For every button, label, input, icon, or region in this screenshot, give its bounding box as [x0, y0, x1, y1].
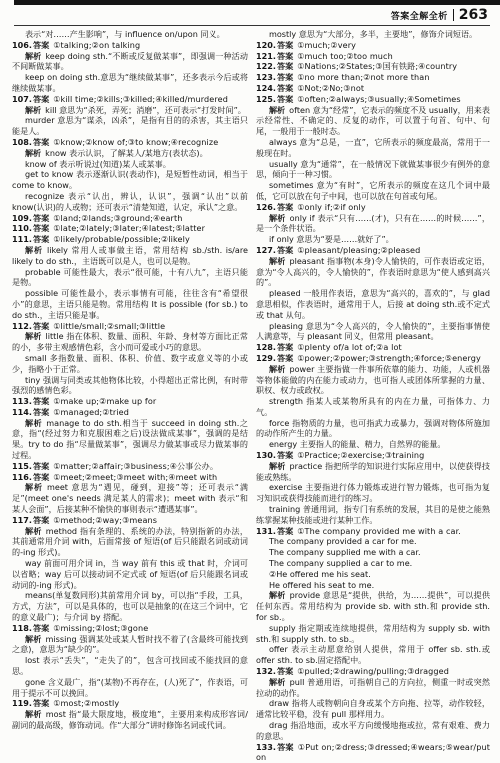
note-line: [256, 439, 490, 450]
explanation-line: [256, 213, 490, 235]
entry-text: manage to do sth.相当于 succeed in doing sth.之意，指“(经过努力和克服困难之后)设法做成某事”，强调的是结果。try to do 指“尽量做某事”，强调尽力做某事或尽力做某事的过程。: [12, 417, 248, 461]
entry-text: ①pleasant/pleasing;②pleased: [297, 244, 421, 255]
entry-text: ①kill time;②kills;③killed;④killed/murdered: [53, 93, 228, 104]
note-line: [256, 644, 490, 666]
note-line: [12, 191, 248, 213]
entry-text: if only 意思为“要是……就好了”。: [268, 234, 394, 245]
question-number: 125.: [256, 93, 276, 104]
note-line: [256, 536, 490, 547]
entry-text: practice 指把所学的知识进行实际应用中，以使获得技能或熟练。: [256, 460, 490, 482]
entry-text: ②He offered me his seat.: [268, 568, 371, 579]
entry-text: The company supplied a car to me.: [268, 558, 413, 569]
answer-label: 答案: [32, 93, 50, 104]
entry-text: small 多指数量、面积、体积、价值、数字或意义等的小或少，指略小于正常。: [12, 352, 248, 374]
answer-line: [256, 83, 490, 94]
question-number: 121.: [256, 50, 276, 61]
explanation-line: [12, 105, 248, 116]
entry-text: pull 普通用语，可指朝自己的方向拉，侧重一时或突然拉动的动作。: [256, 676, 490, 698]
answer-label: 答案: [32, 320, 50, 331]
answer-label: 答案: [276, 61, 294, 72]
note-line: [256, 547, 490, 558]
note-line: [256, 720, 490, 742]
entry-text: method 指有条理的、系统的办法，特别指新的办法，其前通常用介词 with，后面常接 of 短语(of 后只能跟名词或动词的-ing 形式)。: [12, 525, 248, 558]
answer-label: 答案: [276, 666, 294, 677]
explanation-line: [12, 526, 248, 558]
answer-label: 答案: [32, 698, 50, 709]
entry-text: ①missing;②lost;③gone: [53, 622, 149, 633]
question-number: 113.: [12, 396, 32, 407]
note-line: [12, 115, 248, 137]
entry-text: get to know 表示逐渐认识(表动作)，是短暂性动词，相当于 come to know。: [12, 169, 248, 191]
question-number: 106.: [12, 39, 32, 50]
answer-label: 答案: [276, 72, 294, 83]
explanation-label: 解析: [268, 676, 286, 687]
entry-text: recognize 表示“认出，辨认，认识”，强调“认出”以前 know(认识)的人或物；还可表示“清楚知道，认定，承认”之意。: [12, 190, 248, 212]
entry-text: lost 表示“丢失”，“走失了的”，包含可找回或不能找回的意思。: [12, 655, 248, 677]
explanation-line: [12, 482, 248, 514]
entry-text: little 指在体积、数量、面积、年龄、身材等方面比正常的小，多带主观感情色彩，含小而可爱或小巧的意思。: [12, 331, 248, 353]
answer-line: [256, 72, 490, 83]
question-number: 132.: [256, 666, 276, 677]
answer-label: 答案: [32, 406, 50, 417]
answer-label: 答案: [32, 234, 50, 245]
question-number: 123.: [256, 72, 276, 83]
entry-text: training 普通用词，指专门有系统的发展，其目的是使之能熟练掌握某种技能或进行某种工作。: [256, 504, 490, 525]
entry-text: most 指“最大限度地，极度地”，主要用来构成形容词/副词的最高级，修饰动词。作“大部分”讲时修饰名词或代词。: [12, 709, 248, 730]
entry-text: The company supplied me with a car.: [268, 547, 421, 558]
answer-label: 答案: [32, 514, 50, 525]
entry-text: often 意为“经常”，它表示的频度不及 usually，用来表示经常性、不确定的、反复的动作，可以置于句首、句中、句尾，一般用于一般时态。: [256, 104, 490, 137]
note-line: [256, 569, 490, 580]
entry-text: always 意为“总是，一直”，它所表示的频度最高，常用于一般现在时。: [256, 136, 490, 158]
question-number: 124.: [256, 82, 276, 93]
explanation-label: 解析: [268, 590, 286, 601]
answer-line: [256, 742, 490, 763]
entry-text: ①meet;②meet;③meet with;④meet with: [53, 471, 218, 482]
entry-text: probable 可能性最大，表示“很可能，十有八九”，主语只能是物。: [12, 266, 248, 288]
answer-line: [256, 342, 490, 353]
entry-text: only if 表示“只有……(才)，只有在……的时候……”，是一个条件状语。: [256, 212, 490, 234]
note-line: [12, 267, 248, 289]
entry-text: ①much too;②too much: [297, 50, 393, 61]
question-number: 118.: [12, 622, 32, 633]
answer-line: [12, 94, 248, 105]
answer-line: [12, 213, 248, 224]
entry-text: ①make up;②make up for: [53, 396, 157, 407]
explanation-line: [12, 245, 248, 267]
answer-label: 答案: [276, 201, 294, 212]
header-bar: [14, 0, 500, 5]
right-column: [256, 29, 490, 763]
page-header: [391, 7, 488, 23]
explanation-line: [256, 590, 490, 622]
answer-line: [12, 234, 248, 245]
entry-text: kill 意思为“杀死，弄死；消磨”，还可表示“打发时间”。: [45, 104, 246, 115]
question-number: 122.: [256, 61, 276, 72]
entry-text: gone 含义最广，指“(某物)不再存在，(人)死了”，作表语，可用于提示不可以挽回。: [12, 676, 248, 698]
question-number: 127.: [256, 244, 276, 255]
header-divider: [453, 9, 454, 21]
entry-text: ①Put on;②dress;③dressed;④wears;⑤wear/put on: [256, 741, 490, 763]
entry-text: ①Not;②No;③not: [297, 82, 365, 93]
question-number: 133.: [256, 741, 276, 752]
explanation-label: 解析: [24, 331, 42, 342]
entry-text: ①often;②always;③usually;④Sometimes: [297, 93, 461, 104]
note-line: [256, 504, 490, 526]
answer-line: [12, 698, 248, 709]
answer-label: 答案: [276, 342, 294, 353]
answer-label: 答案: [32, 136, 50, 147]
answer-line: [256, 202, 490, 213]
answer-line: [12, 515, 248, 526]
entry-text: ①method;②way;③means: [53, 514, 158, 525]
entry-text: possible 可能性最小，表示事情有可能，往往含有“希望很小”的意思，主语只能是物。常用结构 It is possible (for sb.) to do sth.，主语只能是事。: [12, 288, 248, 320]
explanation-line: [256, 677, 490, 699]
entry-text: missing 强调某处或某人暂时找不着了(含最终可能找到之意)，意思为“缺少的”。: [12, 633, 248, 655]
explanation-line: [256, 364, 490, 396]
question-number: 129.: [256, 352, 276, 363]
entry-text: ①pulled;②drawing/pulling;③dragged: [297, 666, 449, 677]
answer-label: 答案: [32, 223, 50, 234]
entry-text: pleasing 意思为“令人高兴的，令人愉快的”，主要指事情使人满意等，与 pleasant 同义，但常用 pleasant。: [256, 320, 490, 342]
question-number: 112.: [12, 320, 32, 331]
note-line: [256, 321, 490, 343]
note-line: [12, 72, 248, 94]
entry-text: know 表示认识，了解某人/某地方(表状态)。: [45, 147, 208, 158]
entry-text: provide 意思是“提供，供给，为……提供”，可以提供任何东西。常用结构为 provide sb. with sth.和 provide sth. for sb.。: [256, 590, 490, 623]
entry-text: ①little/small;②small;③little: [53, 320, 166, 331]
answer-line: [12, 321, 248, 332]
note-line: [256, 558, 490, 569]
answer-line: [256, 353, 490, 364]
note-line: [12, 677, 248, 699]
answer-label: 答案: [32, 39, 50, 50]
header-rule: [14, 25, 490, 26]
answer-label: 答案: [276, 50, 294, 61]
entry-text: ①plenty of/a lot of;②a lot: [297, 342, 402, 353]
explanation-label: 解析: [24, 417, 43, 428]
answer-label: 答案: [32, 212, 50, 223]
entry-text: pleased 一般用作表语，意思为“高兴的，喜欢的”，与 glad 意思相似，作表语时，通常用于人，后接 at doing sth.或不定式或 that 从句。: [256, 288, 490, 320]
entry-text: strength 指某人或某物所具有的内在力量，可指体力、力气。: [256, 396, 490, 417]
explanation-line: [12, 51, 248, 73]
explanation-label: 解析: [24, 482, 43, 493]
entry-text: ①much;②very: [297, 39, 357, 50]
entry-text: supply 指定期或连续地提供，常用结构为 supply sb. with sth.和 supply sth. to sb.。: [256, 622, 490, 644]
answer-line: [256, 61, 490, 72]
answer-line: [12, 223, 248, 234]
note-line: [256, 180, 490, 202]
question-number: 111.: [12, 234, 32, 245]
entry-text: know of 表示听说过(知道)某人或某事。: [24, 158, 171, 169]
note-line: [256, 159, 490, 181]
entry-text: usually 意为“通常”，在一般情况下就做某事很少有例外的意思，倾向于一种习惯。: [256, 158, 490, 180]
question-number: 114.: [12, 406, 32, 417]
entry-text: ①Nations;②States;③国有铁路;④country: [297, 61, 458, 72]
explanation-line: [12, 709, 248, 731]
note-line: [256, 396, 490, 418]
entry-text: The company provided a car for me.: [268, 536, 417, 547]
explanation-label: 解析: [24, 633, 42, 644]
question-number: 116.: [12, 471, 32, 482]
question-number: 126.: [256, 201, 276, 212]
entry-text: ①know;②know of;③to know;④recognize: [53, 136, 219, 147]
entry-text: drag 指沿地面，或水平方向缓慢地拖或拉，常有艰难、费力的意思。: [256, 720, 490, 741]
explanation-label: 解析: [268, 363, 286, 374]
entry-text: sometimes 意为“有时”，它所表示的频度在这几个词中最低，它可以放在句子中间，也可以放在句首或句尾。: [256, 180, 490, 201]
entry-text: ①only if;②if only: [297, 201, 366, 212]
explanation-label: 解析: [268, 104, 286, 115]
note-line: [256, 482, 490, 504]
explanation-label: 解析: [24, 50, 42, 61]
entry-text: likely 常用人或事做主语，常用结构 sb./sth. is/are likely to do sth.，主语既可以是人，也可以是物。: [12, 244, 248, 266]
answer-line: [12, 407, 248, 418]
answer-line: [256, 94, 490, 105]
explanation-line: [12, 331, 248, 353]
answer-line: [12, 40, 248, 51]
answer-label: 答案: [276, 244, 294, 255]
answer-label: 答案: [276, 525, 294, 536]
entry-text: pleasant 指事物(本身)令人愉快的，可作表语或定语，意为“令人高兴的，令人愉快的”，作表语时意思为“使人感到高兴的”。: [256, 255, 490, 288]
answer-line: [12, 396, 248, 407]
answer-line: [256, 526, 490, 537]
entry-text: ①likely/probable/possible;②likely: [53, 234, 190, 245]
note-line: [12, 29, 248, 40]
entry-text: keep on doing sth.意思为“继续做某事”，还多表示今后或将继续做某事。: [12, 72, 248, 93]
explanation-label: 解析: [268, 255, 286, 266]
answer-label: 答案: [276, 93, 294, 104]
question-number: 117.: [12, 514, 32, 525]
explanation-label: 解析: [268, 212, 286, 223]
note-line: [12, 558, 248, 590]
answer-line: [12, 472, 248, 483]
entry-text: meet 意思为“遇见，碰到，迎接”等；还可表示“满足”(meet one's needs 满足某人的需求)；meet with 表示“和某人会面”，后接某种不愉快的事则表示“遭遇某事”。: [12, 482, 248, 515]
note-line: [256, 29, 490, 40]
question-number: 120.: [256, 39, 276, 50]
answer-label: 答案: [276, 741, 294, 752]
explanation-line: [256, 461, 490, 483]
entry-text: ①late;②lately;③later;④latest;⑤latter: [53, 223, 206, 234]
entry-text: ①The company provided me with a car.: [297, 525, 461, 536]
explanation-line: [12, 148, 248, 159]
note-line: [12, 353, 248, 375]
answer-label: 答案: [276, 82, 294, 93]
entry-text: ①land;②lands;③ground;④earth: [53, 212, 183, 223]
question-number: 131.: [256, 525, 276, 536]
question-number: 110.: [12, 223, 32, 234]
question-number: 107.: [12, 93, 32, 104]
answer-line: [256, 51, 490, 62]
entry-text: offer 表示主动愿意给别人提供，常用于 offer sb. sth.或 offer sth. to sb.固定搭配中。: [256, 644, 490, 666]
entry-text: exercise 主要指进行体力锻炼或进行智力锻炼，也可指为复习知识或获得技能而进行的练习。: [256, 482, 490, 504]
entry-text: keep doing sth.“不断或反复做某事”，即强调一种活动不间断做某事。: [12, 50, 248, 72]
note-line: [12, 590, 248, 622]
entry-text: means(单复数同形)其前常用介词 by，可以指“手段，工具，方式，方法”，可以是具体的，也可以是抽象的(在这三个词中，它的意义最广)；与介词 by 搭配。: [12, 590, 248, 623]
note-line: [256, 580, 490, 591]
explanation-label: 解析: [24, 244, 44, 255]
entry-text: force 指物质的力量，也可指武力或暴力，强调对物体所施加的动作所产生的力量。: [256, 417, 490, 439]
answer-label: 答案: [32, 396, 50, 407]
note-line: [12, 375, 248, 397]
entry-text: 表示“对……产生影响”，与 influence on/upon 同义。: [24, 29, 225, 39]
entry-text: energy 主要指人的能量、精力，自然界的能量。: [268, 439, 446, 450]
answer-label: 答案: [276, 352, 294, 363]
answer-line: [12, 623, 248, 634]
entry-text: tiny 强调与同类或其他物体比较，小得超出正常比例，有时带强烈的感情色彩。: [12, 374, 248, 396]
answer-label: 答案: [32, 460, 50, 471]
left-column: [12, 29, 248, 730]
note-line: [256, 418, 490, 440]
explanation-line: [256, 105, 490, 137]
answer-line: [12, 461, 248, 472]
question-number: 109.: [12, 212, 32, 223]
question-number: 130.: [256, 450, 276, 461]
note-line: [256, 234, 490, 245]
answer-label: 答案: [276, 39, 294, 50]
note-line: [256, 623, 490, 645]
question-number: 115.: [12, 460, 32, 471]
answer-label: 答案: [32, 471, 50, 482]
explanation-label: 解析: [24, 709, 42, 720]
entry-text: murder 意思为“谋杀，凶杀”，是指有目的的杀害，其主语只能是人。: [12, 115, 248, 137]
entry-text: ①matter;②affair;③business;④公事公办。: [53, 460, 219, 471]
question-number: 128.: [256, 342, 276, 353]
entry-text: draw 指将人或物朝向自身或某个方向拖、拉等，动作较轻，通常比较平稳，没有 pull 那样用力。: [256, 698, 490, 720]
note-line: [12, 655, 248, 677]
entry-text: He offered his seat to me.: [268, 579, 375, 590]
explanation-label: 解析: [268, 460, 286, 471]
note-line: [12, 288, 248, 320]
answer-line: [256, 450, 490, 461]
answer-line: [12, 137, 248, 148]
answer-line: [256, 40, 490, 51]
page-number: 263: [458, 7, 488, 23]
entry-text: ①power;②power;③strength;④force;⑤energy: [297, 352, 481, 363]
note-line: [12, 159, 248, 170]
entry-text: way 前面可用介词 in，当 way 前有 this 或 that 时，介词可以省略；way 后可以接动词不定式或 of 短语(of 后只能跟名词或动词的-ing 形式)。: [12, 558, 248, 590]
question-number: 119.: [12, 698, 32, 709]
explanation-label: 解析: [24, 525, 42, 536]
section-title: 答案全解全析: [390, 11, 448, 22]
entry-text: ①no more than;②not more than: [297, 72, 430, 83]
note-line: [12, 169, 248, 191]
note-line: [256, 137, 490, 159]
answer-line: [256, 245, 490, 256]
answer-line: [256, 666, 490, 677]
entry-text: ①managed;②tried: [53, 406, 129, 417]
entry-text: power 主要指做一件事所依靠的能力、功能，人或机器等物体能做的内在能力或动力，也可指人或团体所掌握的力量、职权、权力或政权。: [256, 363, 490, 396]
entry-text: ①Practice;②exercise;③training: [297, 450, 425, 461]
explanation-line: [12, 418, 248, 461]
note-line: [256, 698, 490, 720]
answer-label: 答案: [276, 450, 294, 461]
explanation-line: [256, 256, 490, 288]
question-number: 108.: [12, 136, 32, 147]
explanation-label: 解析: [24, 147, 42, 158]
answer-label: 答案: [32, 622, 50, 633]
explanation-line: [12, 634, 248, 656]
note-line: [256, 288, 490, 320]
entry-text: ①talking;②on talking: [53, 39, 141, 50]
entry-text: mostly 意思为“大部分，多半，主要地”，修饰介词短语。: [268, 29, 478, 39]
entry-text: ①most;②mostly: [53, 698, 120, 709]
explanation-label: 解析: [24, 104, 42, 115]
